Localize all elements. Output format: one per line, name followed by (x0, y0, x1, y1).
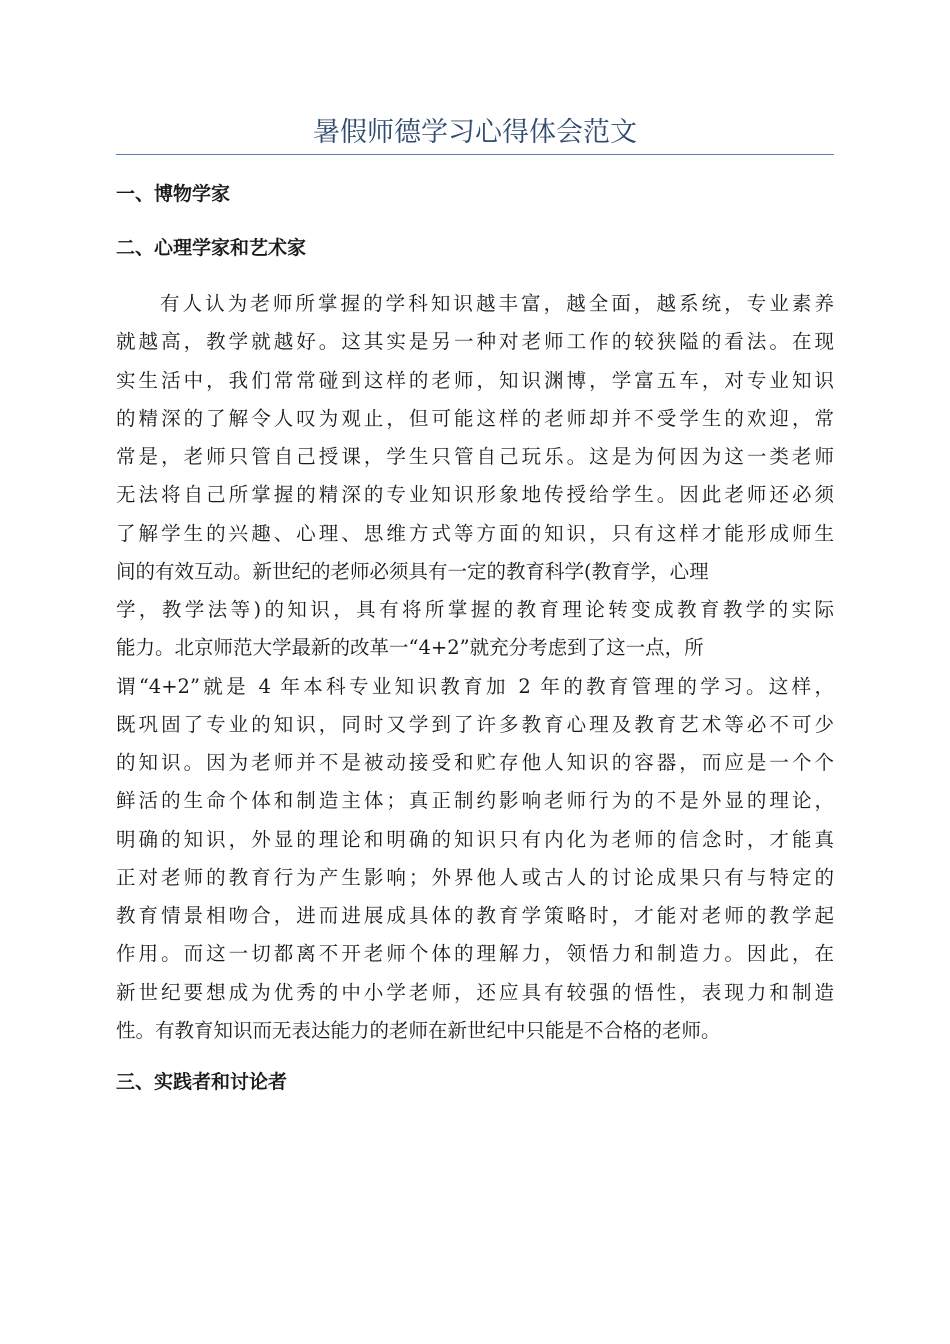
title-underline (116, 154, 834, 155)
paragraph-line: 无法将自己所掌握的精深的专业知识形象地传授给学生。因此老师还必须 (116, 483, 834, 507)
paragraph-line: 作用。而这一切都离不开老师个体的理解力，领悟力和制造力。因此，在 (116, 942, 834, 966)
paragraph-line: 能力。北京师范大学最新的改革一“4+2”就充分考虑到了这一点，所 (116, 636, 704, 660)
section-heading-2: 二、心理学家和艺术家 (116, 237, 307, 259)
paragraph-line: 谓“4+2”就是 4 年本科专业知识教育加 2 年的教育管理的学习。这样， (116, 674, 834, 698)
paragraph-line: 明确的知识，外显的理论和明确的知识只有内化为老师的信念时，才能真 (116, 827, 834, 851)
paragraph-line: 了解学生的兴趣、心理、思维方式等方面的知识，只有这样才能形成师生 (116, 521, 834, 545)
document-title: 暑假师德学习心得体会范文 (313, 117, 637, 148)
paragraph-line: 常是，老师只管自己授课，学生只管自己玩乐。这是为何因为这一类老师 (116, 445, 834, 468)
section-heading-1: 一、博物学家 (116, 183, 231, 205)
paragraph-line: 既巩固了专业的知识，同时又学到了许多教育心理及教育艺术等必不可少 (116, 712, 834, 736)
paragraph-line: 就越高，教学就越好。这其实是另一种对老师工作的较狭隘的看法。在现 (116, 330, 834, 354)
paragraph-line: 教育情景相吻合，进而进展成具体的教育学策略时，才能对老师的教学起 (116, 904, 834, 927)
paragraph-line: 实生活中，我们常常碰到这样的老师，知识渊博，学富五车，对专业知识 (116, 368, 834, 392)
paragraph-line: 学，教学法等)的知识，具有将所掌握的教育理论转变成教育教学的实际 (116, 598, 834, 621)
paragraph-line: 鲜活的生命个体和制造主体；真正制约影响老师行为的不是外显的理论， (116, 789, 834, 813)
paragraph-line: 间的有效互动。新世纪的老师必须具有一定的教育科学(教育学，心理 (116, 559, 709, 583)
paragraph-line: 有人认为老师所掌握的学科知识越丰富，越全面，越系统，专业素养 (160, 292, 834, 315)
paragraph-line: 的知识。因为老师并不是被动接受和贮存他人知识的容器，而应是一个个 (116, 751, 834, 774)
paragraph-line: 的精深的了解令人叹为观止，但可能这样的老师却并不受学生的欢迎，常 (116, 406, 834, 430)
paragraph-line: 正对老师的教育行为产生影响；外界他人或古人的讨论成果只有与特定的 (116, 865, 834, 889)
paragraph-line: 新世纪要想成为优秀的中小学老师，还应具有较强的悟性，表现力和制造 (116, 980, 834, 1004)
paragraph-line: 性。有教育知识而无表达能力的老师在新世纪中只能是不合格的老师。 (116, 1018, 721, 1042)
section-heading-3: 三、实践者和讨论者 (116, 1071, 288, 1093)
section-2-paragraph (116, 285, 834, 1050)
